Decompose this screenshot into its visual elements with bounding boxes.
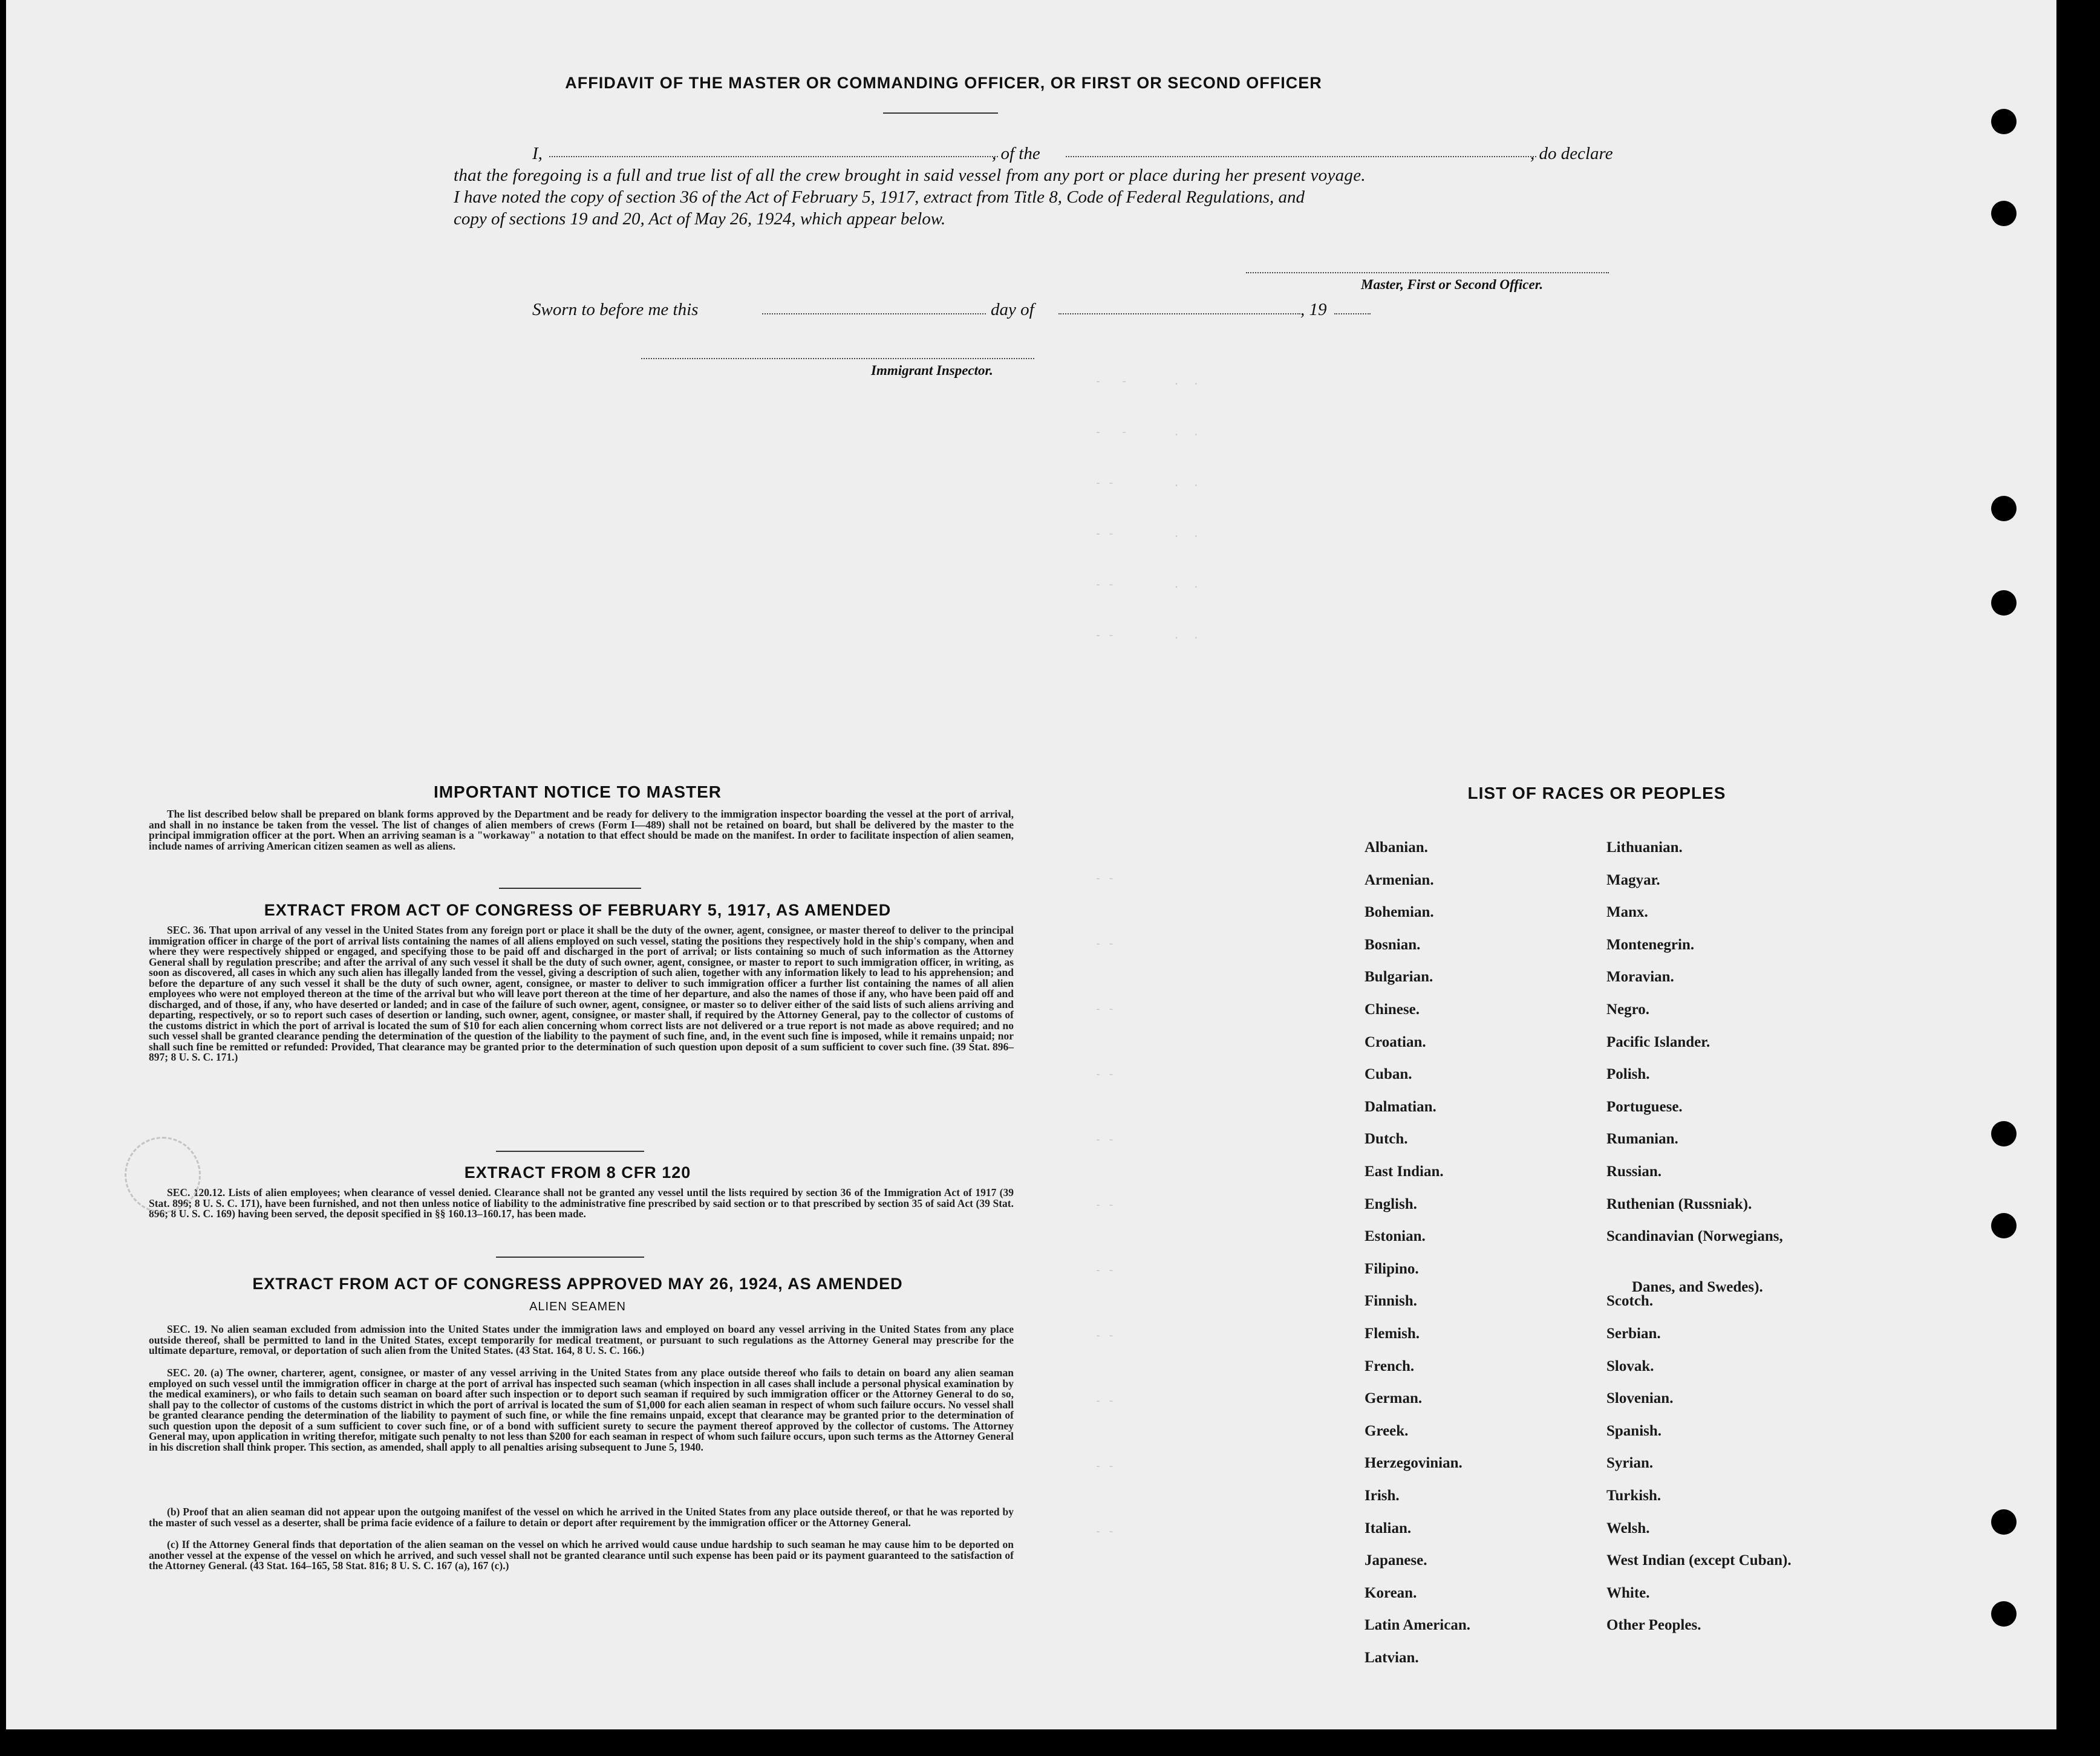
bleed-through-marks-lower: - - - - - - - - - - - - - - - - - - - - - - bbox=[1095, 873, 1115, 1538]
race-item: Latvian. bbox=[1365, 1650, 1419, 1666]
race-item: Greek. bbox=[1365, 1422, 1409, 1439]
day-of-label: day of bbox=[991, 300, 1034, 319]
affidavit-line-4: copy of sections 19 and 20, Act of May 26, 1924, which appear below. bbox=[454, 209, 946, 229]
race-item: Armenian. bbox=[1365, 871, 1434, 888]
sworn-month-blank[interactable] bbox=[1058, 301, 1300, 314]
punch-hole bbox=[1991, 1509, 2017, 1535]
inspector-signature-blank[interactable] bbox=[641, 347, 1034, 359]
race-item: Lithuanian. bbox=[1606, 839, 1683, 856]
sworn-label: Sworn to before me this bbox=[532, 300, 699, 319]
race-item: Russian. bbox=[1606, 1163, 1662, 1180]
master-signature-blank[interactable] bbox=[1246, 260, 1609, 273]
extract-1924-subtitle: ALIEN SEAMEN bbox=[529, 1300, 626, 1313]
race-item: Scandinavian (Norwegians, bbox=[1606, 1228, 1783, 1245]
race-item: Chinese. bbox=[1365, 1001, 1420, 1018]
race-item: Portuguese. bbox=[1606, 1098, 1683, 1115]
extract-1917-title: EXTRACT FROM ACT OF CONGRESS OF FEBRUARY 5, 1917, AS AMENDED bbox=[264, 901, 892, 919]
vessel-blank[interactable] bbox=[1066, 143, 1536, 157]
race-item: Spanish. bbox=[1606, 1422, 1662, 1439]
races-title: LIST OF RACES OR PEOPLES bbox=[1467, 784, 1726, 802]
race-item: Finnish. bbox=[1365, 1293, 1417, 1310]
of-the-label: , of the bbox=[992, 144, 1040, 163]
race-item: Dalmatian. bbox=[1365, 1098, 1436, 1115]
affidavit-title: AFFIDAVIT OF THE MASTER OR COMMANDING OFFICER, OR FIRST OR SECOND OFFICER bbox=[565, 74, 1322, 92]
title-underline bbox=[883, 112, 998, 114]
punch-hole bbox=[1991, 201, 2017, 226]
race-item: Dutch. bbox=[1365, 1131, 1408, 1148]
sec-19-text: SEC. 19. No alien seaman excluded from admission into the United States under the immigration laws and employed on board any vessel arriving in the United States from any place outside thereof, shall be permitted to land in the United States, except temporarily for medical treatment, or pursuant to such regulations as the Attorney General may prescribe for the ultimate departure, removal, or deportation of such alien from the United States. (43 Stat. 164, 8 U. S. C. 166.) bbox=[149, 1323, 1014, 1356]
race-item: Magyar. bbox=[1606, 871, 1660, 888]
punch-hole bbox=[1991, 109, 2017, 134]
master-label: Master, First or Second Officer. bbox=[1361, 277, 1544, 292]
race-item: Turkish. bbox=[1606, 1488, 1661, 1504]
notice-body: The list described below shall be prepared on blank forms approved by the Department and be ready for delivery to the immigration inspector boarding the vessel at the port of arrival, and shall in no instance be taken from the vessel. The list of changes of alien members of crews (Form I—489) shall not be retained on board, but shall be delivered by the master to the principal immigration officer at the port. When an arriving seaman is a "workaway" a notation to that effect should be made on the manifest. In order to facilitate inspection of alien seamen, include names of arriving American citizen seamen as well as aliens. bbox=[149, 808, 1014, 852]
race-item: Croatian. bbox=[1365, 1033, 1426, 1050]
race-item: English. bbox=[1365, 1195, 1417, 1212]
race-item: Other Peoples. bbox=[1606, 1617, 1701, 1634]
affidavit-i-label: I, bbox=[532, 144, 543, 163]
race-item: Irish. bbox=[1365, 1488, 1400, 1504]
race-item: Albanian. bbox=[1365, 839, 1428, 856]
race-item: Estonian. bbox=[1365, 1228, 1426, 1245]
extract-cfr-body: SEC. 120.12. Lists of alien employees; when clearance of vessel denied. Clearance shall not be granted any vessel until the lists required by section 36 of the Immigration Act of 1917 (39 Stat. 896; 8 U. S. C. 171), have been furnished, and not then unless notice of liability to the administrative fine prescribed by said section or to that prescribed by section 35 of said Act (39 Stat. 896; 8 U. S. C. 169) having been served, the deposit specified in §§ 160.13–160.17, has been made. bbox=[149, 1186, 1014, 1220]
sec-20c-text: (c) If the Attorney General finds that deportation of the alien seaman on the vessel on which he arrived would cause undue hardship to such seaman he may cause him to be deported on another vessel at the expense of the vessel on which he arrived, and such vessel shall not be granted clearance until such expense has been paid or its payment guaranteed to the satisfaction of the Attorney General. (43 Stat. 164–165, 58 Stat. 816; 8 U. S. C. 167 (a), 167 (c).) bbox=[149, 1538, 1014, 1572]
race-item: West Indian (except Cuban). bbox=[1606, 1552, 1792, 1569]
extract-1917-divider bbox=[496, 1151, 644, 1152]
race-item: Latin American. bbox=[1365, 1617, 1470, 1634]
punch-hole bbox=[1991, 1213, 2017, 1238]
race-item: Bosnian. bbox=[1365, 936, 1421, 953]
faint-stamp bbox=[125, 1137, 201, 1213]
race-item: French. bbox=[1365, 1358, 1415, 1374]
race-item: Moravian. bbox=[1606, 969, 1674, 986]
race-item: Slovenian. bbox=[1606, 1390, 1674, 1407]
affidavit-line-2: that the foregoing is a full and true list of all the crew brought in said vessel from any port or place during her present voyage. bbox=[454, 166, 1366, 185]
extract-cfr-divider bbox=[496, 1257, 644, 1258]
extract-cfr-title: EXTRACT FROM 8 CFR 120 bbox=[464, 1163, 691, 1182]
declare-label: , do declare bbox=[1530, 144, 1613, 163]
race-item: Slovak. bbox=[1606, 1358, 1654, 1374]
race-item: Polish. bbox=[1606, 1066, 1650, 1083]
race-item: Danes, and Swedes). bbox=[1632, 1278, 1763, 1295]
year-label: , 19 bbox=[1300, 300, 1327, 319]
sec-20b-text: (b) Proof that an alien seaman did not appear upon the outgoing manifest of the vessel on which he arrived in the United States from any place outside thereof, or that he was reported by the master of such vessel as a deserter, shall be prima facie evidence of a failure to detain or deport after requirement by the immigration officer or the Attorney General. bbox=[149, 1506, 1014, 1529]
name-blank[interactable] bbox=[549, 143, 998, 157]
race-item: Korean. bbox=[1365, 1584, 1417, 1601]
inspector-label: Immigrant Inspector. bbox=[871, 363, 993, 378]
race-item: Filipino. bbox=[1365, 1260, 1419, 1277]
affidavit-line-3: I have noted the copy of section 36 of the Act of February 5, 1917, extract from Title 8, Code of Federal Regulations, and bbox=[454, 187, 1305, 207]
race-item: Welsh. bbox=[1606, 1520, 1650, 1536]
punch-hole bbox=[1991, 1601, 2017, 1627]
race-item: Italian. bbox=[1365, 1520, 1412, 1536]
race-item: Manx. bbox=[1606, 904, 1648, 921]
punch-hole bbox=[1991, 1121, 2017, 1146]
race-item: Scotch. bbox=[1606, 1293, 1654, 1310]
form-page bbox=[6, 0, 2056, 1729]
race-item: Syrian. bbox=[1606, 1455, 1654, 1472]
race-item: Montenegrin. bbox=[1606, 936, 1695, 953]
notice-divider bbox=[499, 888, 641, 889]
race-item: Bulgarian. bbox=[1365, 969, 1433, 986]
race-item: Ruthenian (Russniak). bbox=[1606, 1195, 1752, 1212]
race-item: Herzegovinian. bbox=[1365, 1455, 1462, 1472]
race-item: Bohemian. bbox=[1365, 904, 1434, 921]
race-item: German. bbox=[1365, 1390, 1423, 1407]
race-item: Japanese. bbox=[1365, 1552, 1427, 1569]
sec-20a-text: SEC. 20. (a) The owner, charterer, agent, consignee, or master of any vessel arriving in the United States from any place outside thereof who fails to detain on board any alien seaman employed on such vessel until the immigration officer in charge at the port of arrival has inspected such seaman (which inspection in all cases shall include a personal physical examination by the medical examiners), or who fails to detain such seaman on board after such inspection or to deport such seaman if required by such immigration officer or the Attorney General to do so, shall pay to the collector of customs of the customs district in which the port of arrival is located the sum of $1,000 for each alien seaman in respect of whom such failure occurs. No vessel shall be granted clearance pending the determination of the liability to payment of such fine, or while the fine remains unpaid, except that clearance may be granted prior to the determination of such question upon the deposit of a sum sufficient to cover such fine, or of a bond with sufficient surety to secure the payment thereof approved by the collector of customs. The Attorney General may, upon application in writing therefor, mitigate such penalty to not less than $200 for each seaman in respect of whom such failure occurs, upon such terms as the Attorney General in his discretion shall think proper. This section, as amended, shall apply to all penalties arising subsequent to June 5, 1940. bbox=[149, 1367, 1014, 1453]
sworn-day-blank[interactable] bbox=[762, 301, 986, 314]
race-item: Serbian. bbox=[1606, 1325, 1661, 1342]
race-item: White. bbox=[1606, 1584, 1650, 1601]
race-item: Pacific Islander. bbox=[1606, 1033, 1710, 1050]
race-item: Cuban. bbox=[1365, 1066, 1412, 1083]
punch-hole bbox=[1991, 590, 2017, 616]
punch-hole bbox=[1991, 496, 2017, 521]
race-item: East Indian. bbox=[1365, 1163, 1444, 1180]
race-item: Rumanian. bbox=[1606, 1131, 1678, 1148]
race-item: Flemish. bbox=[1365, 1325, 1420, 1342]
bleed-through-marks: - - . . - - . . - - . . - - . . - - . . - - . . bbox=[1095, 376, 1199, 642]
extract-1917-body: SEC. 36. That upon arrival of any vessel in the United States from any foreign port or place it shall be the duty of the owner, agent, consignee, or master thereof to deliver to the principal immigration officer in charge of the port of arrival lists containing the names of all aliens employed on such vessel, stating the positions they respectively hold in the ship's company, when and where they were respectively shipped or engaged, and specifying those to be paid off and discharged in the port of arrival; or lists containing so much of such information as the Attorney General shall by regulation prescribe; and after the arrival of any such vessel it shall be the duty of such owner, agent, consignee, or master to report to such immigration officer, in writing, as soon as discovered, all cases in which any such alien has illegally landed from the vessel, giving a description of such alien, together with any information likely to lead to his apprehension; and before the departure of any such vessel it shall be the duty of such owner, agent, consignee, or master to deliver to such immigration officer a further list containing the names of all alien employees who were not employed thereon at the time of the arrival but who will leave port thereon at the time of her departure, and also the names of those if any, who have been paid off and discharged, and of those, if any, who have deserted or landed; and in case of the failure of such owner, agent, consignee, or master so to deliver either of the said lists of such aliens arriving and departing, respectively, or so to report such cases of desertion or landing, such owner, agent, consignee, or master shall, if required by the Attorney General, pay to the collector of customs of the customs district in which the port of arrival is located the sum of $10 for each alien concerning whom correct lists are not delivered or a true report is not made as above required; and no such vessel shall be granted clearance pending the determination of the question of the liability to the payment of such fine, and, in the event such fine is imposed, while it remains unpaid; nor shall such fine be remitted or refunded: Provided, That clearance may be granted prior to the determination of such question upon deposit of a sum sufficient to cover such fine. (39 Stat. 896–897; 8 U. S. C. 171.) bbox=[149, 924, 1014, 1063]
sworn-year-blank[interactable] bbox=[1334, 302, 1371, 314]
extract-1924-title: EXTRACT FROM ACT OF CONGRESS APPROVED MAY 26, 1924, AS AMENDED bbox=[252, 1275, 903, 1293]
notice-title: IMPORTANT NOTICE TO MASTER bbox=[433, 782, 722, 801]
race-item: Negro. bbox=[1606, 1001, 1650, 1018]
